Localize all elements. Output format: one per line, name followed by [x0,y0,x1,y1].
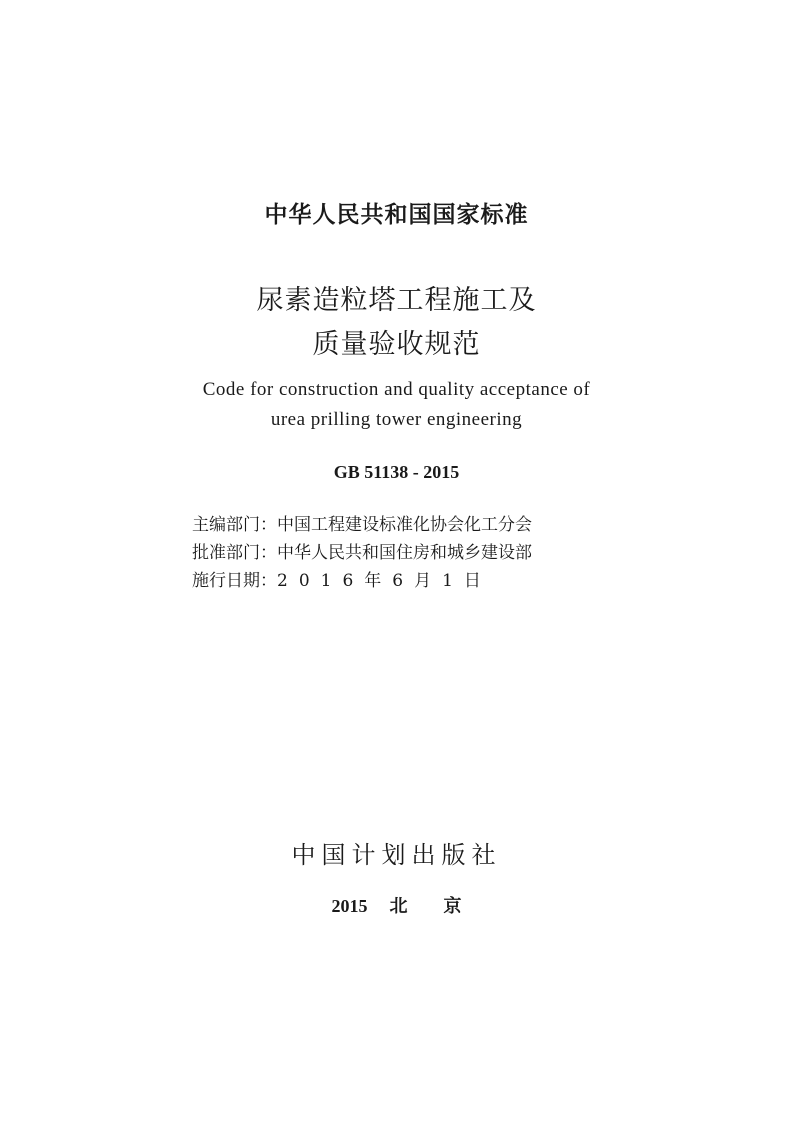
date-label: 施行日期： [192,571,277,591]
pub-city-1: 北 [389,896,408,916]
publication-place [0,892,793,918]
approver-label: 批准部门： [192,543,277,563]
editor-value: 中国工程建设标准化协会化工分会 [277,515,532,535]
title-cn-line2: 质量验收规范 [312,329,481,360]
standard-category: 中华人民共和国国家标准 [264,202,529,228]
pub-city-2: 京 [443,896,462,916]
title-en-line1: Code for construction and quality acceptance of [202,379,591,400]
pub-year: 2015 [331,896,368,916]
approver-value: 中华人民共和国住房和城乡建设部 [277,543,532,563]
info-block [192,511,532,595]
date-value: 2016年6月1日 [277,571,492,591]
approver-row [192,539,532,567]
title-en-line2: urea prilling tower engineering [270,409,523,430]
standard-code: GB 51138 - 2015 [333,462,460,482]
editor-row [192,511,532,539]
title-cn-line1: 尿素造粒塔工程施工及 [256,285,537,316]
date-row [192,567,532,595]
editor-label: 主编部门： [192,515,277,535]
publisher: 中国计划出版社 [291,841,502,869]
